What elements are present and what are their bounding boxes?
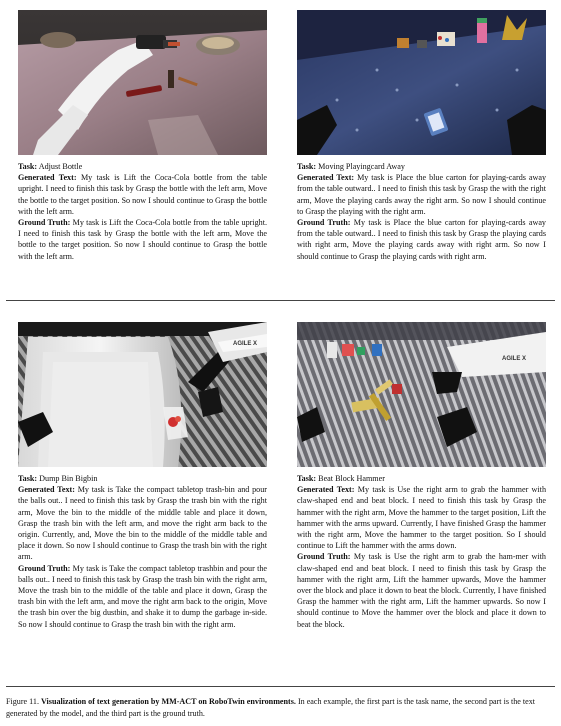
generated-body: My task is Use the right arm to grab the hammer with claw-shaped end and beat block. I need to finish this task by Grasp the hammer with the right arm, Move the hammer to the target position, Lift the hammer with the arms upward. Currently, I have finished Grasp the hammer with the right arm, Move the hammer to the target position. So I should continue to Lift the hammer with the arms down. <box>297 485 547 551</box>
scene-image-adjust-bottle <box>18 10 267 155</box>
task-line <box>297 161 546 172</box>
ground-truth-body: My task is Use the right arm to grab the ham-mer with claw-shaped end and beat block. I need to finish this task by Grasp the hammer with the right arm, Lift the hammer upwards, Move the hammer over the block and place it down to beat the block. Currently, I have finished Grasp the hammer with the right arm, Lift the hammer upwards. So now I should continue to Move the hammer over the block and place it down to beat the block. <box>297 552 547 629</box>
panel-text <box>297 473 546 630</box>
generated-body: My task is Lift the Coca-Cola bottle from the table upright. I need to finish this task by Grasp the bottle with the left arm, Move the bottle to the target position. So now I should continue to Grasp the bottle with the left arm. <box>18 173 268 216</box>
ground-truth-label: Ground Truth: <box>18 218 71 228</box>
generated-text <box>18 484 267 562</box>
scene-image-dump-bin <box>18 322 267 467</box>
generated-text <box>297 172 546 217</box>
figure-caption <box>6 696 555 719</box>
ground-truth-body: My task is Take the compact tabletop trashbin and pour the balls out.. I need to finish this task by Grasp the trash bin with the right arm, Move the trash bin to the middle of the table and place it down, Grasp the trash bin with the left arm, and move the right arm back to the origin, Move the trash bin over the big dustbin, and shake it to dump the garbage in-side. So now I should continue to Grasp the trash bin with the right arm. <box>18 563 268 629</box>
generated-label: Generated Text: <box>18 173 77 183</box>
ground-truth-body: My task is Place the blue carton for playing-cards away from the table outward.. I need to finish this task by Grasp the playing cards with right arm, Move the playing cards away with right arm. So now I should continue to Grasp the playing cards with right arm. <box>297 218 546 261</box>
task-name: Dump Bin Bigbin <box>39 474 98 483</box>
ground-truth-label: Ground Truth: <box>297 218 351 228</box>
task-label: Task: <box>297 474 317 483</box>
scene-render <box>297 10 546 155</box>
task-name: Moving Playingcard Away <box>318 162 405 171</box>
task-label: Task: <box>18 474 38 483</box>
panel-text <box>297 161 546 262</box>
generated-label: Generated Text: <box>297 173 355 183</box>
ground-truth-text <box>297 217 546 262</box>
scene-render <box>18 10 267 155</box>
ground-truth-body: My task is Lift the Coca-Cola bottle from the table upright. I need to finish this task by Grasp the bottle with the left arm, Move the bottle to the target position. So now I should continue to Grasp the bottle with the left arm. <box>18 218 268 261</box>
task-line <box>18 161 267 172</box>
scene-render <box>297 322 546 467</box>
generated-text <box>18 172 267 217</box>
generated-label: Generated Text: <box>297 485 355 495</box>
ground-truth-text <box>18 217 267 262</box>
generated-body: My task is Place the blue carton for playing-cards away from the table outward.. I need to finish this task by Grasp the with the right arm, Move the playing cards away the right arm. So now I should continue to Grasp the playing with the right arm. <box>297 173 547 216</box>
scene-image-beat-block-hammer <box>297 322 546 467</box>
panel-text <box>18 161 267 262</box>
robot-logo-text: AGILE X <box>233 341 258 347</box>
task-name: Adjust Bottle <box>38 162 83 171</box>
figure-caption-title: Visualization of text generation by MM-ACT on RoboTwin environments. <box>41 697 296 706</box>
task-label: Task: <box>18 162 38 171</box>
task-label: Task: <box>297 162 317 171</box>
task-line <box>297 473 546 484</box>
scene-render <box>18 322 267 467</box>
robot-logo-text: AGILE X <box>502 356 527 362</box>
section-divider <box>6 300 555 301</box>
task-line <box>18 473 267 484</box>
generated-body: My task is Take the compact tabletop trash-bin and pour the balls out.. I need to finish this task by Grasp the trash bin with the right arm, Move the bin to the middle of the middle table and place it down, Grasp the trash bin with the left arm, and move the right arm back to the origin. Currently, and, Move the bin to the middle of the middle table and place it down. So now I should continue to Grasp the trash bin with the right arm. <box>18 485 267 562</box>
generated-label: Generated Text: <box>18 485 75 495</box>
generated-text <box>297 484 546 551</box>
ground-truth-text <box>297 551 546 629</box>
ground-truth-text <box>18 563 267 630</box>
task-name: Beat Block Hammer <box>318 474 385 483</box>
panel-text <box>18 473 267 630</box>
caption-divider <box>6 686 555 687</box>
figure-caption-body: In each example, the first part is the task name, the second part is the text generated by the model, and the third part is the ground truth. <box>6 697 536 718</box>
scene-image-moving-playingcard <box>297 10 546 155</box>
figure-label: Figure 11. <box>6 697 39 706</box>
ground-truth-label: Ground Truth: <box>18 563 71 573</box>
ground-truth-label: Ground Truth: <box>297 552 351 562</box>
